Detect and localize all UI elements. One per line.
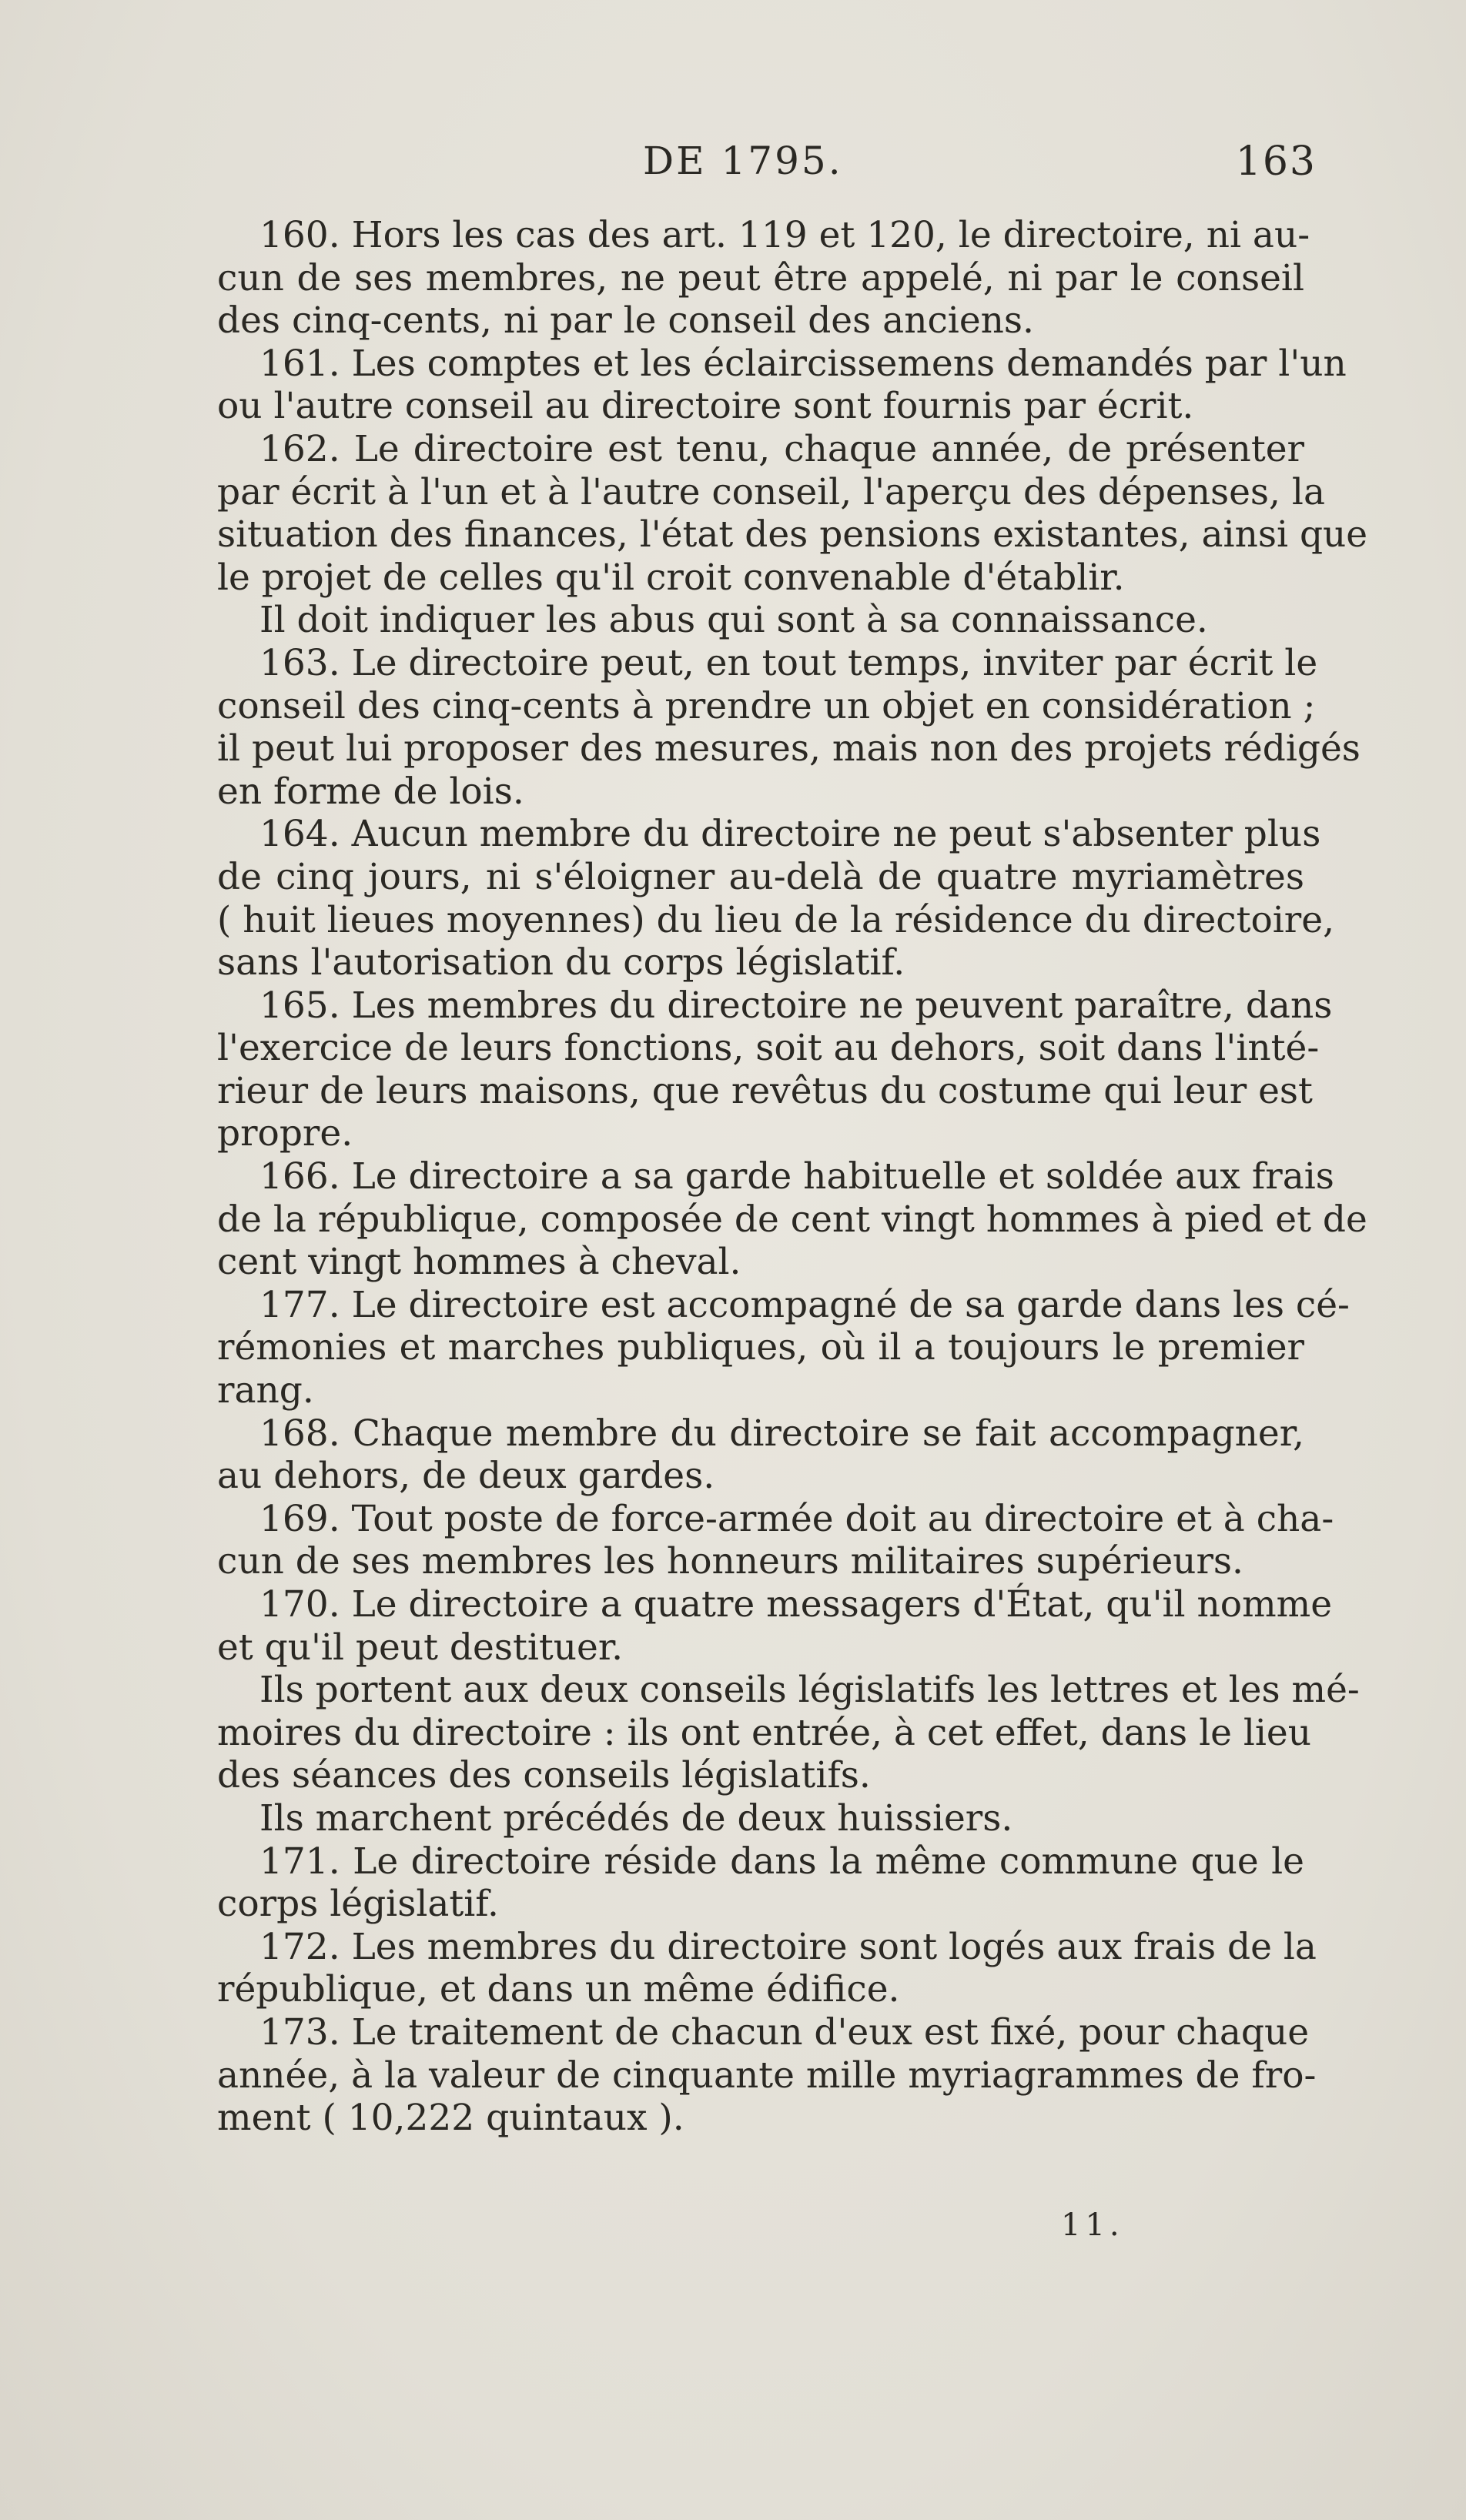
text-line: rieur de leurs maisons, que revêtus du costume qui leur est (217, 1069, 1313, 1112)
text-line: 166. Le directoire a sa garde habituelle et soldée aux frais (259, 1155, 1334, 1198)
text-line: Il doit indiquer les abus qui sont à sa connaissance. (259, 599, 1208, 642)
text-line: cent vingt hommes à cheval. (217, 1241, 741, 1284)
text-line: république, et dans un même édifice. (217, 1968, 900, 2011)
text-line: 177. Le directoire est accompagné de sa garde dans les cé- (259, 1283, 1350, 1326)
text-line: 162. Le directoire est tenu, chaque année, de présenter (259, 427, 1304, 470)
text-line: ment ( 10,222 quintaux ). (217, 2097, 684, 2140)
text-line: il peut lui proposer des mesures, mais non des projets rédigés (217, 727, 1361, 770)
text-line: 171. Le directoire réside dans la même commune que le (259, 1840, 1304, 1883)
text-line: sans l'autorisation du corps législatif. (217, 941, 905, 984)
text-line: Ils portent aux deux conseils législatifs les lettres et les mé- (259, 1669, 1360, 1712)
text-line: rang. (217, 1369, 314, 1412)
text-line: 161. Les comptes et les éclaircissemens demandés par l'un (259, 342, 1347, 385)
text-line: au dehors, de deux gardes. (217, 1455, 715, 1498)
text-line: 172. Les membres du directoire sont logés aux frais de la (259, 1925, 1317, 1968)
text-line: propre. (217, 1112, 353, 1155)
text-line: de cinq jours, ni s'éloigner au-delà de quatre myriamètres (217, 855, 1304, 898)
running-head: DE 1795. (643, 139, 843, 183)
text-line: ( huit lieues moyennes) du lieu de la résidence du directoire, (217, 898, 1335, 941)
text-line: conseil des cinq-cents à prendre un objet en considération ; (217, 684, 1316, 727)
text-line: 163. Le directoire peut, en tout temps, inviter par écrit le (259, 641, 1318, 684)
text-line: 160. Hors les cas des art. 119 et 120, le directoire, ni au- (259, 214, 1310, 256)
text-line: 169. Tout poste de force-armée doit au directoire et à cha- (259, 1497, 1334, 1540)
text-line: cun de ses membres, ne peut être appelé, ni par le conseil (217, 256, 1304, 299)
signature-mark: 11. (1061, 2208, 1124, 2243)
page-number: 163 (1235, 139, 1317, 185)
text-line: 165. Les membres du directoire ne peuvent paraître, dans (259, 984, 1333, 1027)
text-line: le projet de celles qu'il croit convenable d'établir. (217, 556, 1125, 599)
text-line: des cinq-cents, ni par le conseil des anciens. (217, 299, 1034, 343)
text-line: année, à la valeur de cinquante mille myriagrammes de fro- (217, 2054, 1317, 2097)
text-line: et qu'il peut destituer. (217, 1626, 624, 1669)
text-line: rémonies et marches publiques, où il a toujours le premier (217, 1326, 1304, 1369)
text-line: situation des finances, l'état des pensions existantes, ainsi que (217, 513, 1368, 556)
text-line: par écrit à l'un et à l'autre conseil, l'aperçu des dépenses, la (217, 470, 1325, 513)
text-line: corps législatif. (217, 1883, 499, 1926)
text-line: en forme de lois. (217, 770, 524, 813)
text-line: des séances des conseils législatifs. (217, 1754, 871, 1797)
page-header (216, 139, 1317, 200)
text-line: Ils marchent précédés de deux huissiers. (259, 1796, 1013, 1840)
text-line: ou l'autre conseil au directoire sont fournis par écrit. (217, 385, 1194, 428)
text-line: l'exercice de leurs fonctions, soit au dehors, soit dans l'inté- (217, 1027, 1320, 1070)
page-body-text (217, 214, 1368, 2140)
text-line: moires du directoire : ils ont entrée, à cet effet, dans le lieu (217, 1711, 1312, 1754)
text-line: 168. Chaque membre du directoire se fait accompagner, (259, 1412, 1304, 1455)
text-line: 173. Le traitement de chacun d'eux est fixé, pour chaque (259, 2010, 1310, 2054)
text-line: de la république, composée de cent vingt hommes à pied et de (217, 1198, 1367, 1241)
text-line: 170. Le directoire a quatre messagers d'État, qu'il nomme (259, 1583, 1333, 1626)
text-line: 164. Aucun membre du directoire ne peut s'absenter plus (259, 813, 1321, 856)
text-line: cun de ses membres les honneurs militaires supérieurs. (217, 1540, 1243, 1583)
